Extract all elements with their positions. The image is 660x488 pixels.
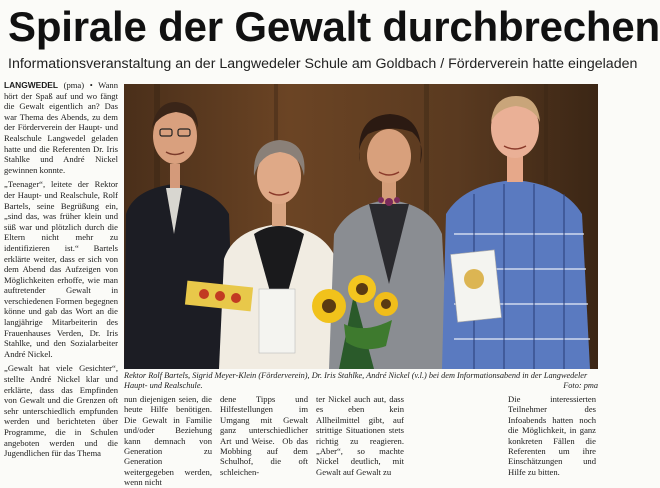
paragraph-text: Die interessierten Teilnehmer des Infoabends hatten noch die Möglichkeit, in ganz konkreten Fällen die Referenten um ihre Einschätzungen und Hilfe zu bitten. <box>508 394 596 477</box>
paragraph-text: nun diejenigen seien, die heute Hilfe benötigen. Die Gewalt in Familie und/oder Beziehung kann demnach von Generation zu Generation weitergegeben werden, wenn nicht <box>124 394 212 488</box>
article-column <box>220 394 308 477</box>
paragraph-text: dene Tipps und Hilfestellungen im Umgang mit Gewalt ganz unterschiedlicher Art und Weise. Ob das Mobbing auf dem Schulhof, die oft schleichen- <box>220 394 308 477</box>
article-paragraph: „Teenager“, leitete der Rektor der Haupt- und Realschule, Rolf Bartels, seine Begrüßung ein, „sind das, was früher klein und süß war und plötzlich durch die Eltern nicht mehr zu identifizieren ist.“ Bartels erklärte weiter, dass er sich von dem Abend das Aufzeigen von Möglichkeiten erhoffe, wie man auftretender Gewalt in verschiedenen Formen begegnen könne und gab das Wort an die langjährige Mitarbeiterin des Frauenhauses Verden, Dr. Iris Stahlke, und den Sozialarbeiter André Nickel. <box>4 179 118 359</box>
paragraph-text: ter Nickel auch aut, dass es eben kein Allheilmittel gibt, auf strittige Situationen stets richtig zu reagieren. „Aber“, so machte Nickel deutlich, mit Gewalt auf Gewalt zu <box>316 394 404 477</box>
subheadline: Informationsveranstaltung an der Langwedeler Schule am Goldbach / Förderverein hatte eingeladen <box>8 56 638 72</box>
dateline: LANGWEDEL <box>4 80 58 90</box>
article-paragraph <box>4 80 118 175</box>
caption-text: Rektor Rolf Bartels, Sigrid Meyer-Klein (Förderverein), Dr. Iris Stahlke, André Nickel (v.l.) bei dem Informationsabend in der Langwedeler Haupt- und Realschule. <box>124 371 588 390</box>
headline: Spirale der Gewalt durchbrechen <box>8 3 660 50</box>
article-bottom-columns <box>124 394 598 488</box>
article-paragraph: „Gewalt hat viele Gesichter“, stellte André Nickel klar und erklärte, dass das Empfinden von Gewalt und die Grenzen oft sehr unterschiedlich empfunden werden und berichteten über Programme, die in Schulen angeboten werden und die Jugendlichen für das Thema <box>4 363 118 459</box>
photo-credit: Foto: pma <box>563 381 598 390</box>
photo-caption <box>124 371 598 391</box>
paragraph-text: (pma) • Wann hört der Spaß auf und wo fängt die Gewalt eigentlich an? Das war Thema des Abends, zu dem der Förderverein der Haupt- und Realschule Langwedel geladen hatte und die Referenten Dr. Iris Stahlke und André Nickel gewinnen konnte. <box>4 80 118 175</box>
article-left-column <box>4 80 118 459</box>
group-photo-illustration <box>124 84 598 369</box>
article-column <box>316 394 404 477</box>
group-photo <box>124 84 598 369</box>
article-column <box>508 394 596 477</box>
article-column <box>124 394 212 488</box>
